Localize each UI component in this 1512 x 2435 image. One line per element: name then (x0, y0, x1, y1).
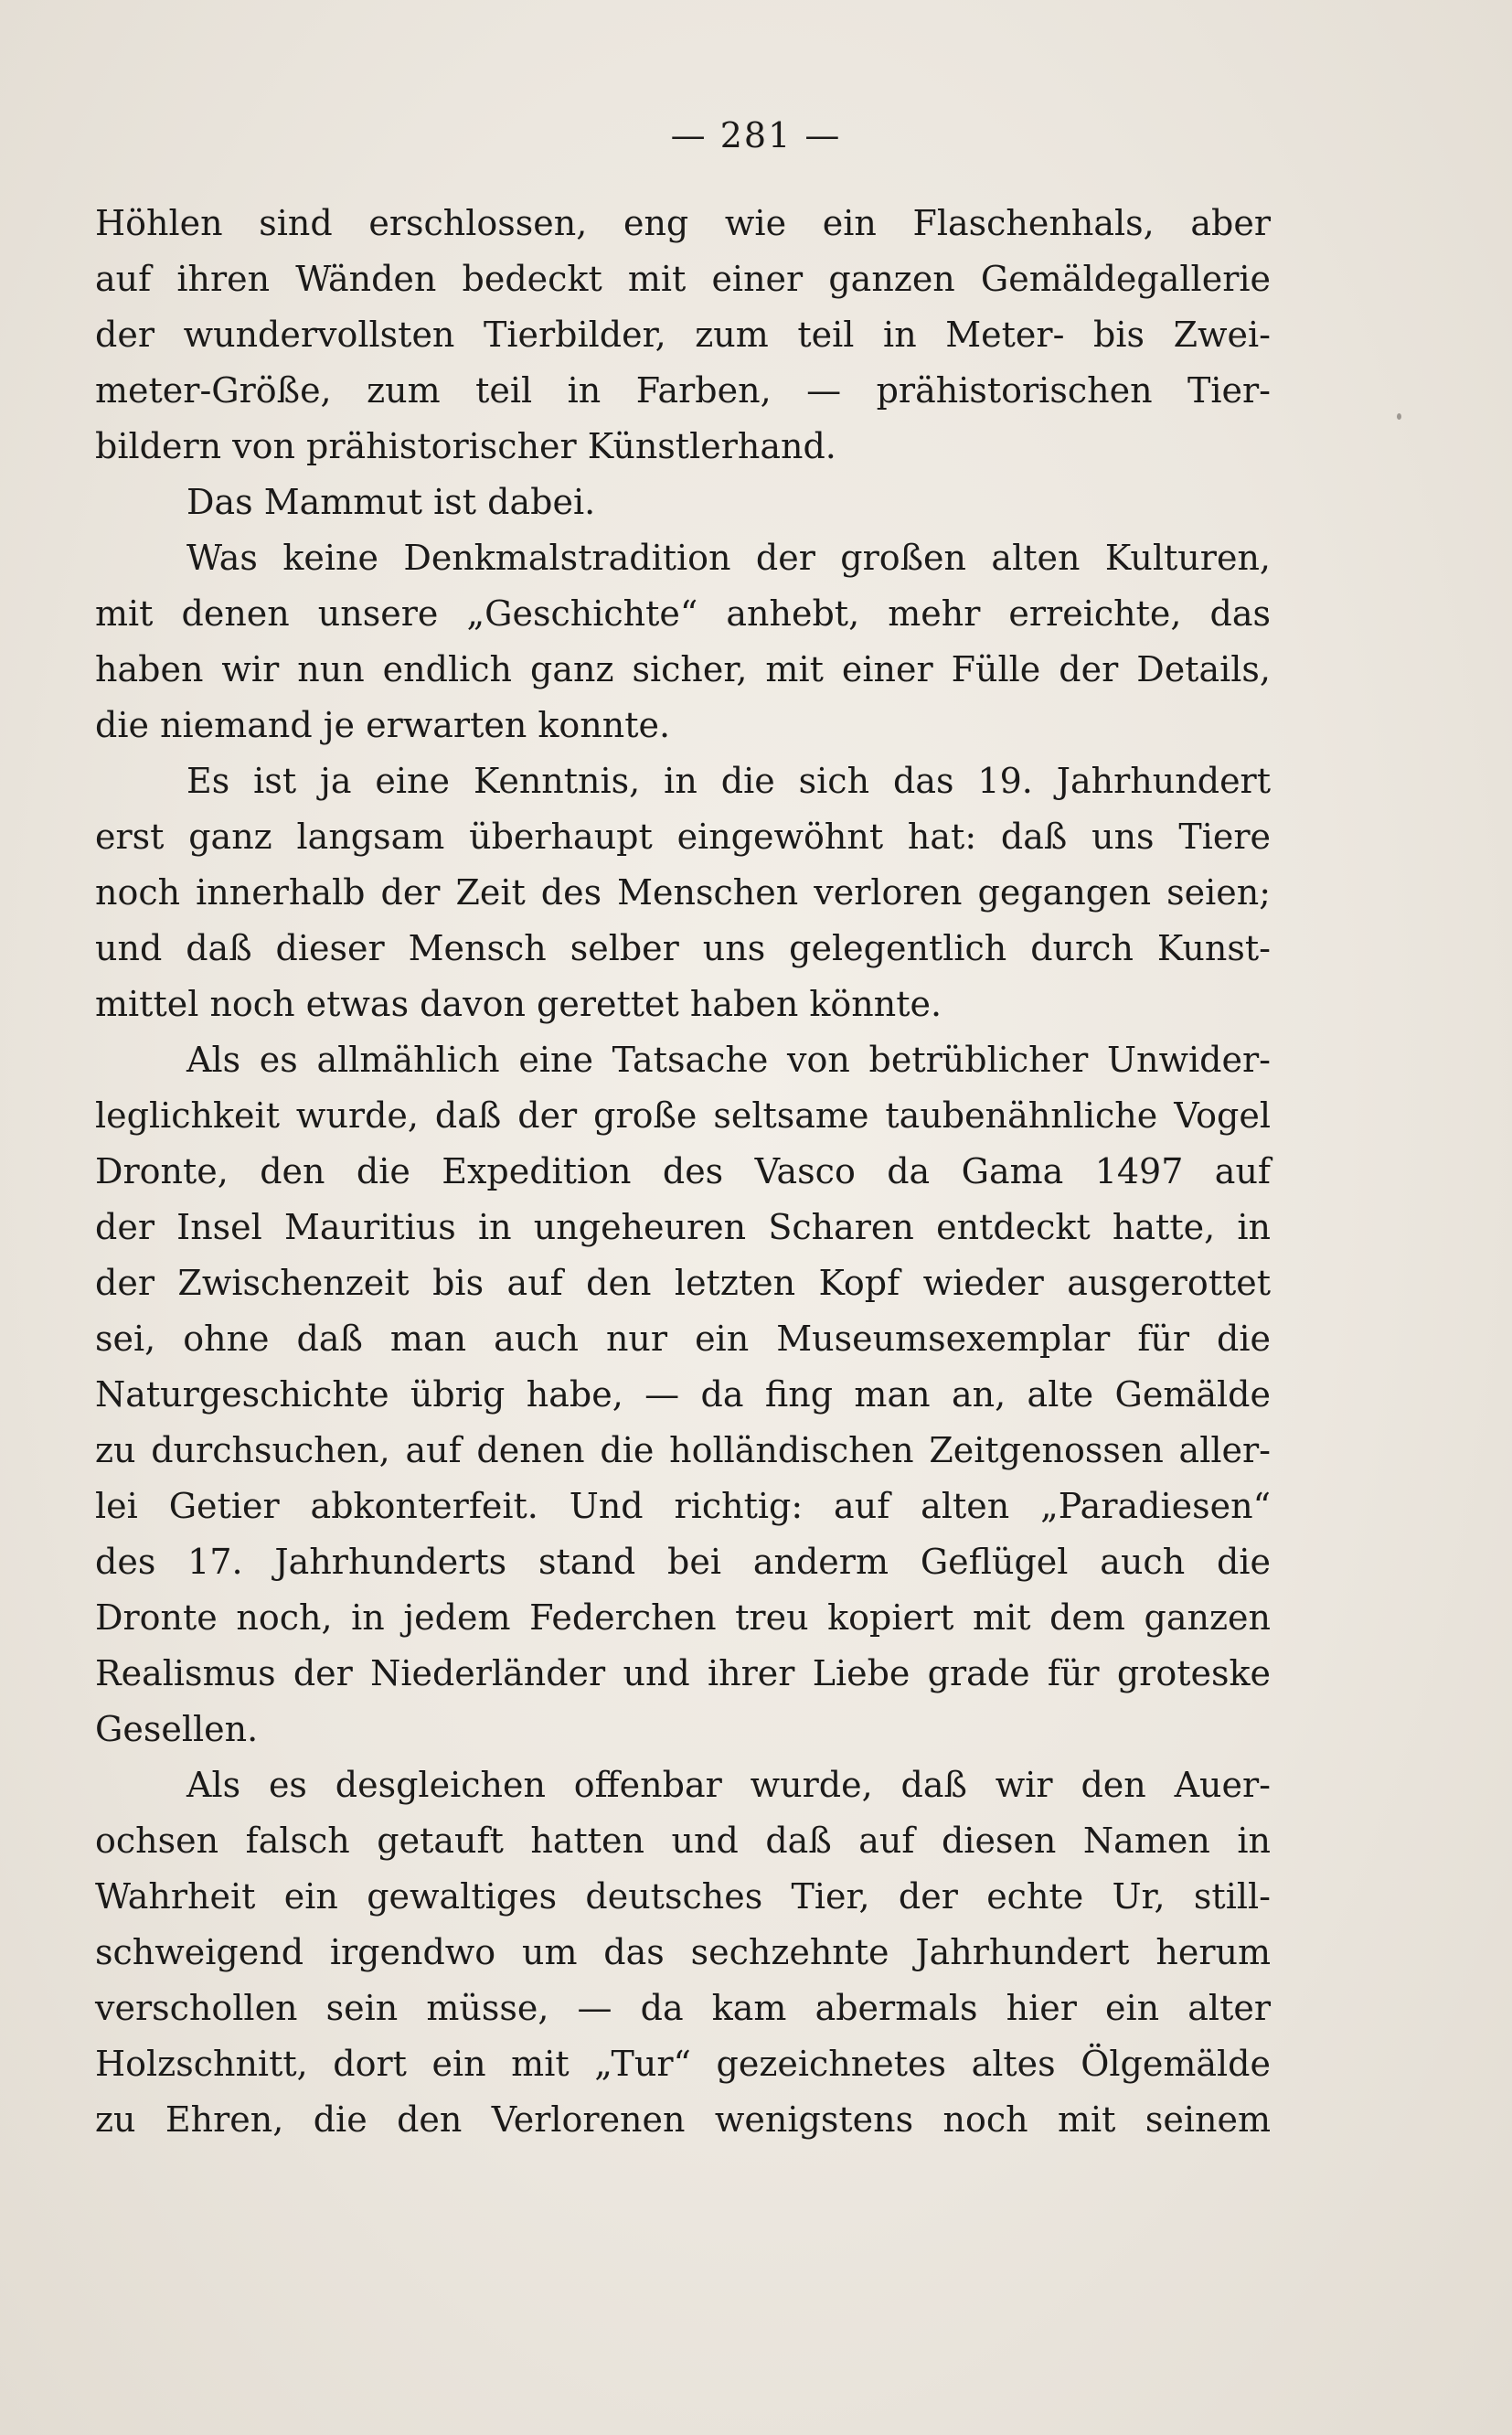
text-line: ochsen falsch getauft hatten und daß auf diesen Namen in (95, 1821, 1271, 1861)
text-line: der wundervollsten Tierbilder, zum teil in Meter- bis Zwei- (95, 315, 1271, 355)
paragraph (95, 753, 1271, 1032)
page-number: — 281 — (670, 115, 842, 155)
text-line: die niemand je erwarten konnte. (95, 705, 671, 745)
text-line: Höhlen sind erschlossen, eng wie ein Flaschenhals, aber (95, 203, 1271, 243)
text-line: Dronte noch, in jedem Federchen treu kopiert mit dem ganzen (95, 1597, 1271, 1638)
text-line: Was keine Denkmalstradition der großen alten Kulturen, (186, 538, 1271, 578)
text-line: schweigend irgendwo um das sechzehnte Jahrhundert herum (95, 1932, 1271, 1972)
paper-speck (1397, 413, 1401, 420)
text-line: noch innerhalb der Zeit des Menschen verloren gegangen seien; (95, 872, 1271, 913)
text-line: und daß dieser Mensch selber uns gelegentlich durch Kunst- (95, 928, 1271, 968)
text-line: lei Getier abkonterfeit. Und richtig: auf alten „Paradiesen“ (95, 1486, 1271, 1526)
text-line: mittel noch etwas davon gerettet haben könnte. (95, 984, 942, 1024)
text-line: Holzschnitt, dort ein mit „Tur“ gezeichnetes altes Ölgemälde (95, 2044, 1271, 2084)
text-line: erst ganz langsam überhaupt eingewöhnt hat: daß uns Tiere (95, 817, 1271, 857)
text-line: bildern von prähistorischer Künstlerhand. (95, 426, 836, 466)
text-line: verschollen sein müsse, — da kam abermals hier ein alter (95, 1988, 1271, 2028)
text-line: Dronte, den die Expedition des Vasco da Gama 1497 auf (95, 1151, 1271, 1191)
text-line: leglichkeit wurde, daß der große seltsame taubenähnliche Vogel (95, 1095, 1271, 1136)
text-line: Als es allmählich eine Tatsache von betrüblicher Unwider- (186, 1040, 1271, 1080)
paragraph (95, 530, 1271, 753)
paragraph (95, 196, 1271, 475)
text-line: auf ihren Wänden bedeckt mit einer ganzen Gemäldegallerie (95, 259, 1271, 299)
text-line: Realismus der Niederländer und ihrer Liebe grade für groteske (95, 1653, 1271, 1693)
text-line: zu Ehren, die den Verlorenen wenigstens noch mit seinem (95, 2099, 1271, 2140)
text-line: Naturgeschichte übrig habe, — da fing man an, alte Gemälde (95, 1374, 1271, 1415)
paragraph (95, 1757, 1271, 2148)
text-line: der Insel Mauritius in ungeheuren Scharen entdeckt hatte, in (95, 1207, 1271, 1247)
text-line: des 17. Jahrhunderts stand bei anderm Geflügel auch die (95, 1542, 1271, 1582)
paragraph (95, 1032, 1271, 1757)
paragraph (95, 475, 1271, 530)
body-text (95, 196, 1271, 2148)
text-line: zu durchsuchen, auf denen die holländischen Zeitgenossen aller- (95, 1430, 1271, 1470)
text-line: Als es desgleichen offenbar wurde, daß wir den Auer- (186, 1765, 1271, 1805)
text-line: Es ist ja eine Kenntnis, in die sich das 19. Jahrhundert (186, 761, 1271, 801)
text-line: meter-Größe, zum teil in Farben, — prähistorischen Tier- (95, 370, 1271, 411)
text-line: Wahrheit ein gewaltiges deutsches Tier, der echte Ur, still- (95, 1876, 1271, 1917)
text-line: mit denen unsere „Geschichte“ anhebt, mehr erreichte, das (95, 593, 1271, 634)
text-line: der Zwischenzeit bis auf den letzten Kopf wieder ausgerottet (95, 1263, 1271, 1303)
text-line: Das Mammut ist dabei. (186, 482, 596, 522)
text-line: sei, ohne daß man auch nur ein Museumsexemplar für die (95, 1319, 1271, 1359)
text-line: haben wir nun endlich ganz sicher, mit einer Fülle der Details, (95, 649, 1271, 689)
text-line: Gesellen. (95, 1709, 259, 1749)
